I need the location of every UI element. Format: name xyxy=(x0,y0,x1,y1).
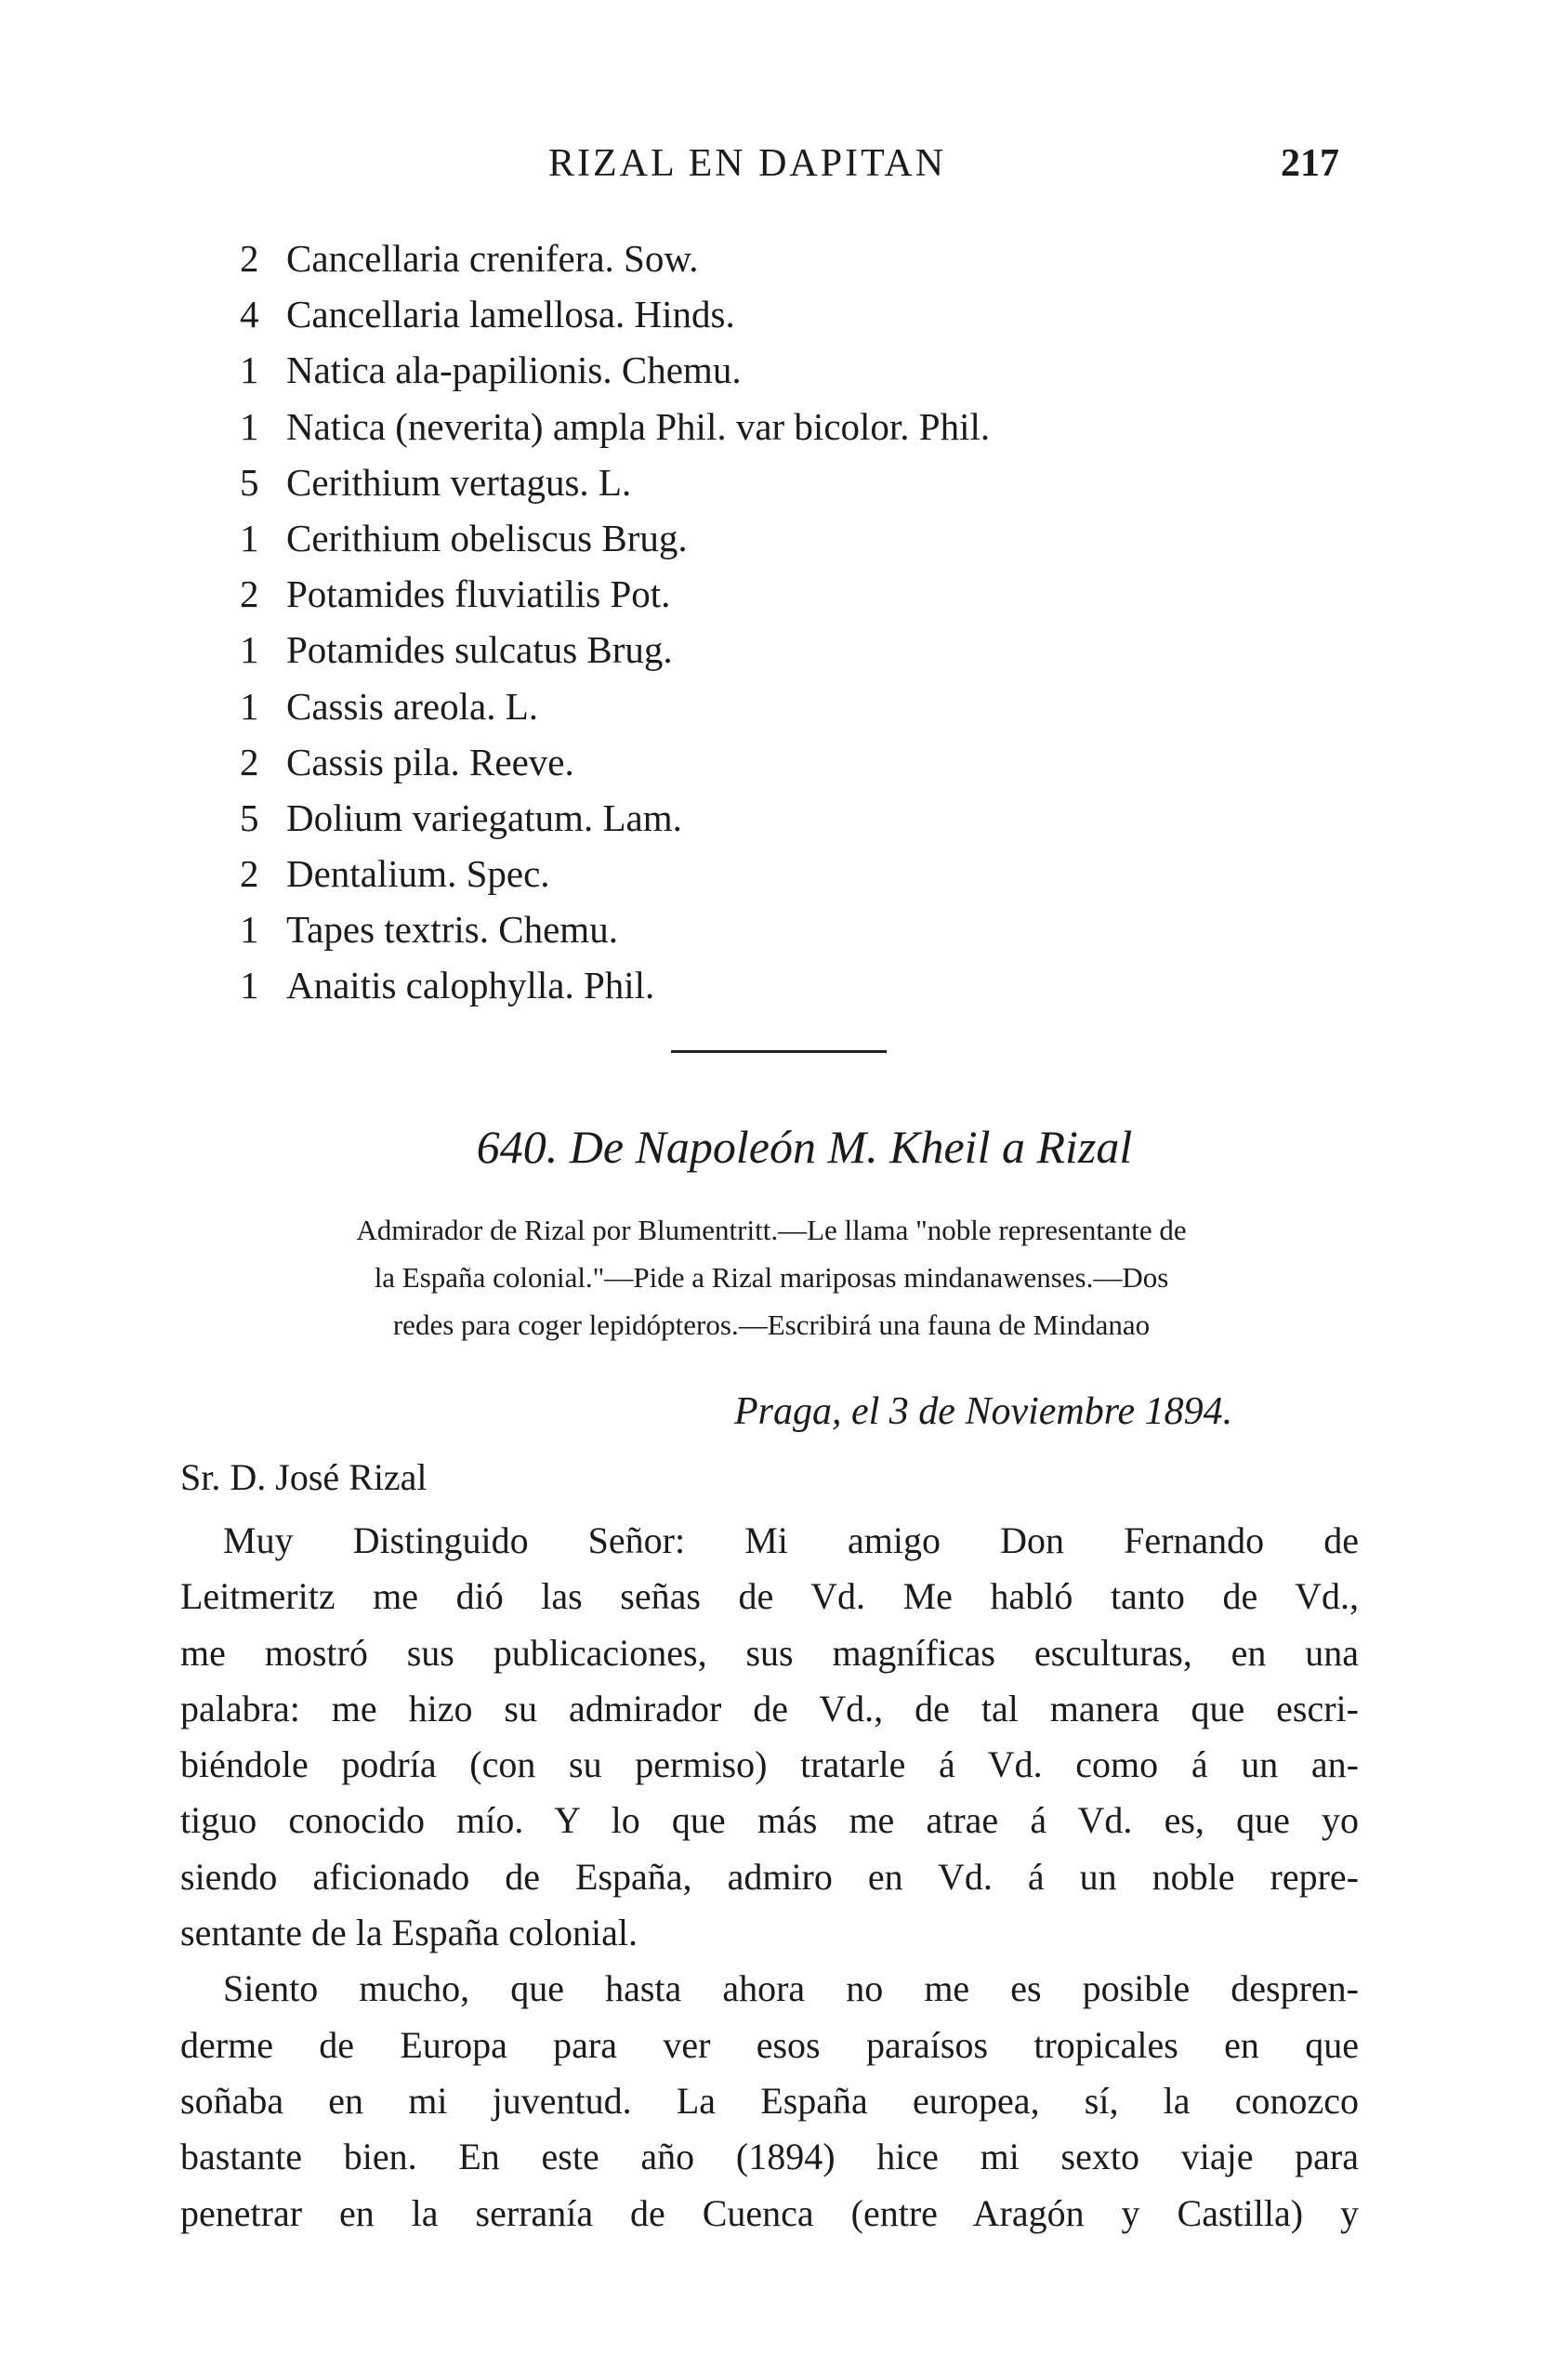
species-name: Cassis areola. L. xyxy=(286,684,538,728)
letter-heading: 640. De Napoleón M. Kheil a Rizal xyxy=(476,1121,1133,1173)
species-count: 1 xyxy=(240,908,259,952)
section-divider xyxy=(671,1050,887,1053)
species-count: 1 xyxy=(240,348,259,392)
species-name: Potamides sulcatus Brug. xyxy=(286,628,673,672)
summary-line: la España colonial."—Pide a Rizal mariposas mindanawenses.—Dos xyxy=(374,1261,1169,1294)
list-item xyxy=(240,846,1309,901)
species-list xyxy=(240,230,1309,1014)
species-name: Dentalium. Spec. xyxy=(286,852,550,896)
species-name: Tapes textris. Chemu. xyxy=(286,908,618,952)
letter-body xyxy=(180,1513,1359,2242)
list-item xyxy=(240,678,1309,734)
species-name: Cerithium vertagus. L. xyxy=(286,460,632,504)
body-line: Siento mucho, que hasta ahora no me es posible despren- xyxy=(223,1967,1359,2010)
body-line: penetrar en la serranía de Cuenca (entre Aragón y Castilla) y xyxy=(180,2191,1359,2234)
species-count: 4 xyxy=(240,293,259,336)
list-item xyxy=(240,510,1309,566)
body-line: derme de Europa para ver esos paraísos tropicales en que xyxy=(180,2023,1359,2066)
summary-line: redes para coger lepidópteros.—Escribirá una fauna de Mindanao xyxy=(392,1308,1151,1341)
species-name: Cancellaria crenifera. Sow. xyxy=(286,237,699,280)
species-count: 2 xyxy=(240,572,259,616)
list-item xyxy=(240,454,1309,510)
body-line: me mostró sus publicaciones, sus magníficas esculturas, en una xyxy=(180,1631,1359,1674)
running-title: RIZAL EN DAPITAN xyxy=(548,142,947,185)
list-item xyxy=(240,230,1309,286)
body-line: biéndole podría (con su permiso) tratarle á Vd. como á un an- xyxy=(180,1743,1359,1786)
species-count: 2 xyxy=(240,852,259,896)
species-name: Dolium variegatum. Lam. xyxy=(286,796,682,839)
summary-line: Admirador de Rizal por Blumentritt.—Le llama "noble representante de xyxy=(356,1214,1187,1246)
place-date: Praga, el 3 de Noviembre 1894. xyxy=(734,1390,1233,1433)
species-count: 2 xyxy=(240,237,259,280)
body-line: Leitmeritz me dió las señas de Vd. Me habló tanto de Vd., xyxy=(180,1575,1359,1618)
species-count: 2 xyxy=(240,740,259,783)
species-name: Cancellaria lamellosa. Hinds. xyxy=(286,293,735,336)
species-count: 1 xyxy=(240,404,259,448)
list-item xyxy=(240,399,1309,454)
species-name: Anaitis calophylla. Phil. xyxy=(286,964,655,1007)
species-name: Cerithium obeliscus Brug. xyxy=(286,516,688,559)
salutation: Sr. D. José Rizal xyxy=(180,1456,428,1498)
list-item xyxy=(240,566,1309,622)
page-number: 217 xyxy=(1281,142,1339,185)
species-count: 1 xyxy=(240,964,259,1007)
body-line: tiguo conocido mío. Y lo que más me atrae á Vd. es, que yo xyxy=(180,1799,1359,1842)
list-item xyxy=(240,734,1309,790)
species-count: 1 xyxy=(240,516,259,559)
species-name: Potamides fluviatilis Pot. xyxy=(286,572,671,616)
list-item xyxy=(240,622,1309,677)
species-name: Cassis pila. Reeve. xyxy=(286,740,574,783)
list-item xyxy=(240,901,1309,957)
body-line: bastante bien. En este año (1894) hice mi sexto viaje para xyxy=(180,2136,1359,2178)
letter-summary xyxy=(177,1206,1366,1348)
species-name: Natica (neverita) ampla Phil. var bicolor. Phil. xyxy=(286,404,991,448)
species-name: Natica ala-papilionis. Chemu. xyxy=(286,348,742,392)
body-line: soñaba en mi juventud. La España europea, sí, la conozco xyxy=(180,2079,1359,2122)
species-count: 5 xyxy=(240,460,259,504)
body-line: palabra: me hizo su admirador de Vd., de tal manera que escri- xyxy=(180,1687,1359,1729)
list-item xyxy=(240,957,1309,1013)
body-line: sentante de la España colonial. xyxy=(180,1912,638,1954)
species-count: 1 xyxy=(240,684,259,728)
species-count: 1 xyxy=(240,628,259,672)
body-line: siendo aficionado de España, admiro en Vd. á un noble repre- xyxy=(180,1855,1359,1898)
list-item xyxy=(240,286,1309,342)
body-line: Muy Distinguido Señor: Mi amigo Don Fernando de xyxy=(223,1519,1359,1561)
list-item xyxy=(240,790,1309,846)
list-item xyxy=(240,342,1309,398)
species-count: 5 xyxy=(240,796,259,839)
